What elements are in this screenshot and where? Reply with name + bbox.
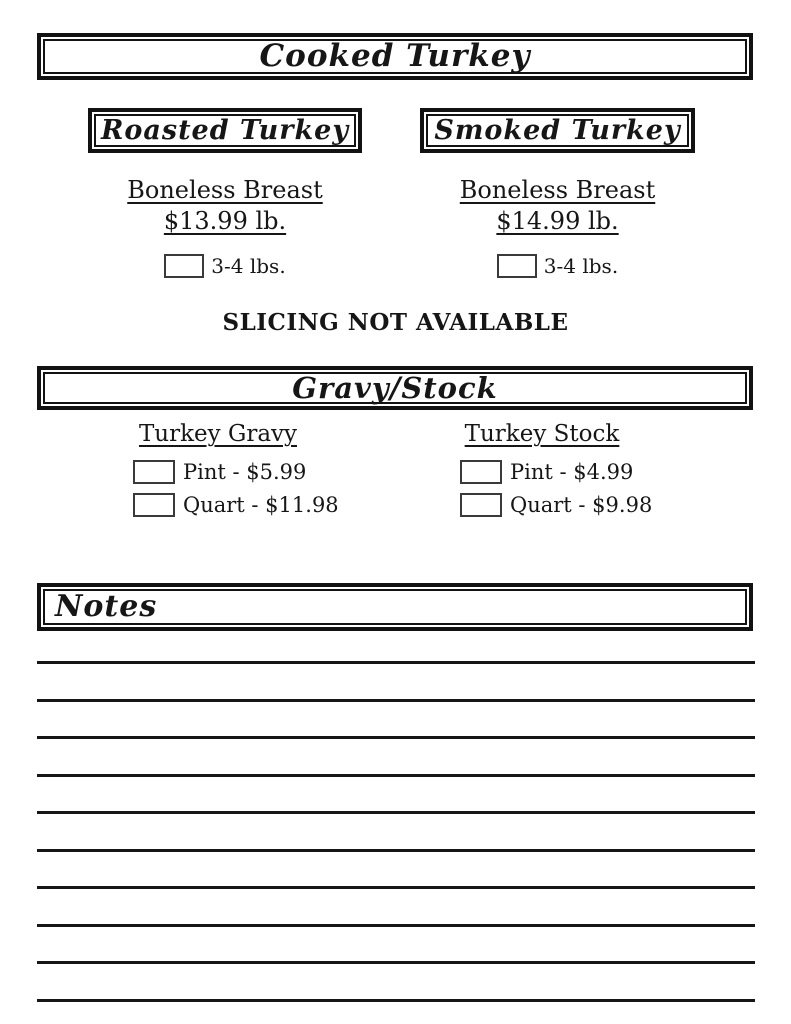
- stock-quart-checkbox[interactable]: [460, 493, 502, 517]
- stock-quart-label: Quart - $9.98: [510, 493, 653, 517]
- slicing-notice: SLICING NOT AVAILABLE: [222, 309, 569, 336]
- gravy-pint-row: [133, 460, 321, 484]
- roasted-turkey-header-box: [88, 108, 362, 153]
- notes-title: Notes: [55, 589, 158, 624]
- cooked-turkey-header-inner: [43, 39, 747, 74]
- roasted-turkey-title: Roasted Turkey: [100, 115, 350, 146]
- roasted-size-row: [88, 254, 362, 278]
- roasted-product-name: Boneless Breast: [127, 176, 323, 204]
- roasted-product-price: $13.99 lb.: [163, 207, 287, 235]
- gravy-pint-label: Pint - $5.99: [183, 460, 307, 484]
- note-line: [37, 661, 755, 664]
- roasted-size-label: 3-4 lbs.: [211, 254, 286, 278]
- note-lines: [37, 661, 755, 1024]
- smoked-turkey-header-inner: [426, 114, 689, 147]
- turkey-gravy-title: Turkey Gravy: [138, 421, 298, 447]
- smoked-product-name: Boneless Breast: [459, 176, 656, 204]
- stock-quart-row: [460, 493, 653, 517]
- smoked-size-label: 3-4 lbs.: [543, 254, 619, 278]
- note-line: [37, 736, 755, 739]
- smoked-turkey-title: Smoked Turkey: [434, 115, 681, 146]
- roasted-turkey-header-inner: [94, 114, 356, 147]
- note-line: [37, 886, 755, 889]
- gravy-quart-checkbox[interactable]: [133, 493, 175, 517]
- smoked-size-checkbox[interactable]: [497, 254, 537, 278]
- note-line: [37, 699, 755, 702]
- note-line: [37, 924, 755, 927]
- gravy-pint-checkbox[interactable]: [133, 460, 175, 484]
- turkey-gravy-section: [115, 421, 339, 526]
- smoked-turkey-header-box: [420, 108, 695, 153]
- stock-pint-label: Pint - $4.99: [510, 460, 634, 484]
- cooked-turkey-header-box: [37, 33, 753, 80]
- note-line: [37, 849, 755, 852]
- gravy-quart-row: [133, 493, 339, 517]
- gravy-stock-header-box: [37, 366, 753, 410]
- turkey-stock-title: Turkey Stock: [464, 421, 620, 447]
- note-line: [37, 774, 755, 777]
- roasted-size-checkbox[interactable]: [164, 254, 204, 278]
- smoked-turkey-section: [420, 176, 695, 278]
- note-line: [37, 811, 755, 814]
- notes-header-box: [37, 583, 753, 631]
- roasted-turkey-section: [88, 176, 362, 278]
- gravy-stock-title: Gravy/Stock: [292, 370, 498, 405]
- stock-pint-checkbox[interactable]: [460, 460, 502, 484]
- gravy-quart-label: Quart - $11.98: [183, 493, 339, 517]
- stock-pint-row: [460, 460, 644, 484]
- notes-header-inner: [43, 589, 747, 625]
- smoked-product-price: $14.99 lb.: [496, 207, 619, 235]
- gravy-stock-header-inner: [43, 372, 747, 404]
- turkey-stock-section: [440, 421, 653, 526]
- smoked-size-row: [420, 254, 695, 278]
- note-line: [37, 999, 755, 1002]
- note-line: [37, 961, 755, 964]
- page-title: Cooked Turkey: [259, 38, 531, 74]
